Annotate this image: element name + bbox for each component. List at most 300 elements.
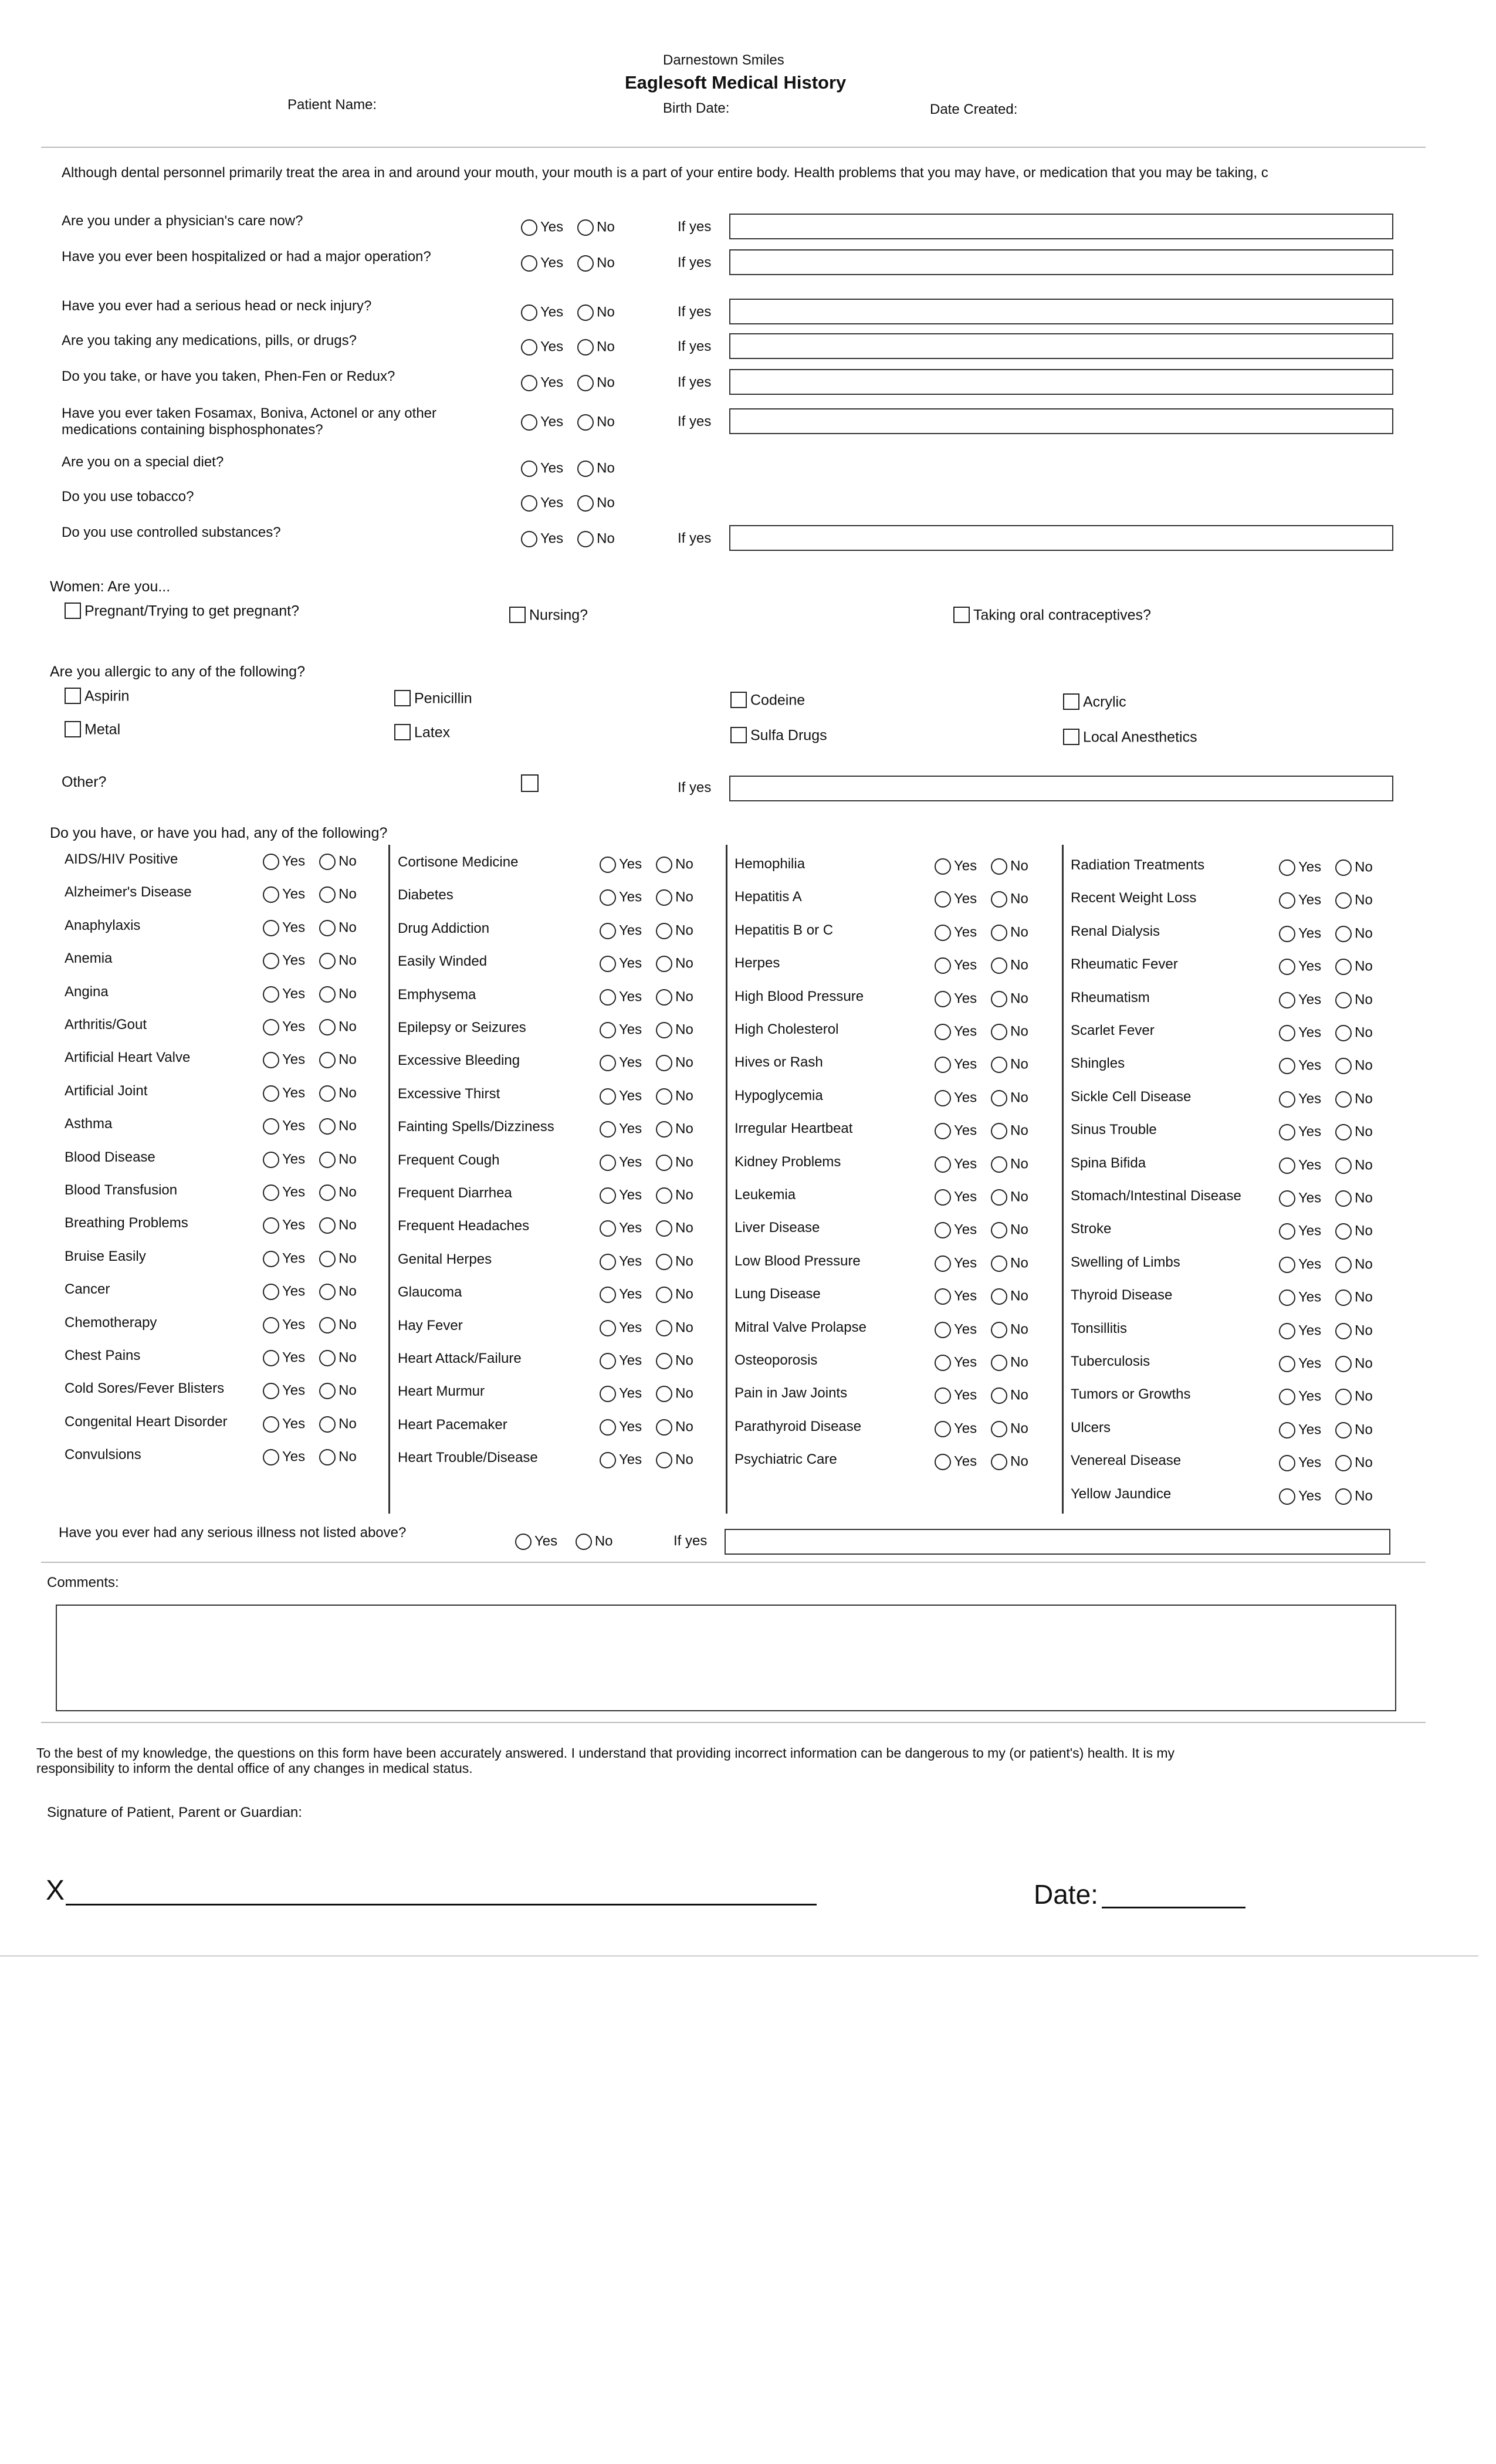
question-text: Are you on a special diet? bbox=[62, 454, 224, 470]
no-radio[interactable] bbox=[991, 891, 1007, 908]
no-radio[interactable] bbox=[656, 1386, 672, 1402]
yes-radio[interactable] bbox=[935, 1156, 951, 1173]
question-text: Have you ever taken Fosamax, Boniva, Actonel or any other bbox=[62, 405, 437, 421]
no-radio[interactable] bbox=[319, 1152, 336, 1168]
yes-label: Yes bbox=[1298, 1223, 1322, 1239]
no-radio[interactable] bbox=[319, 986, 336, 1003]
no-radio[interactable] bbox=[991, 1255, 1007, 1272]
no-radio[interactable] bbox=[991, 1288, 1007, 1305]
signature-line[interactable] bbox=[66, 1904, 817, 1905]
yes-radio[interactable] bbox=[1279, 959, 1295, 975]
no-radio[interactable] bbox=[576, 1534, 592, 1550]
if-yes-field[interactable] bbox=[729, 299, 1393, 324]
no-radio[interactable] bbox=[656, 1022, 672, 1038]
yes-label: Yes bbox=[282, 1151, 306, 1167]
yes-no-group bbox=[600, 1385, 693, 1403]
no-radio[interactable] bbox=[319, 1449, 336, 1465]
yes-radio[interactable] bbox=[263, 886, 279, 903]
yes-radio[interactable] bbox=[935, 1255, 951, 1272]
if-yes-field[interactable] bbox=[729, 333, 1393, 359]
yes-label: Yes bbox=[619, 1088, 642, 1104]
no-label: No bbox=[597, 339, 615, 355]
condition-label: Lung Disease bbox=[735, 1286, 821, 1302]
no-label: No bbox=[675, 889, 693, 905]
no-radio[interactable] bbox=[991, 1387, 1007, 1404]
yes-no-group bbox=[521, 530, 615, 548]
yes-radio[interactable] bbox=[263, 986, 279, 1003]
no-radio[interactable] bbox=[319, 1383, 336, 1399]
date-line[interactable] bbox=[1102, 1907, 1245, 1908]
yes-radio[interactable] bbox=[1279, 926, 1295, 942]
yes-radio[interactable] bbox=[521, 461, 537, 477]
checkbox[interactable] bbox=[65, 688, 81, 704]
no-label: No bbox=[675, 856, 693, 872]
no-label: No bbox=[1010, 1321, 1028, 1338]
no-radio[interactable] bbox=[991, 1355, 1007, 1371]
yes-no-group bbox=[263, 1051, 357, 1069]
yes-radio[interactable] bbox=[263, 1317, 279, 1333]
no-radio[interactable] bbox=[1335, 1488, 1352, 1505]
yes-radio[interactable] bbox=[935, 1123, 951, 1139]
yes-radio[interactable] bbox=[600, 989, 616, 1006]
no-radio[interactable] bbox=[1335, 1190, 1352, 1207]
no-radio[interactable] bbox=[991, 1322, 1007, 1338]
allergy-option bbox=[730, 691, 805, 709]
statement-text: To the best of my knowledge, the questions on this form have been accurately answered. I understand that providing incorrect information can be dangerous to my (or patient's) health. It is my bbox=[36, 1745, 1175, 1761]
no-radio[interactable] bbox=[1335, 1223, 1352, 1240]
no-radio[interactable] bbox=[991, 1189, 1007, 1206]
no-radio[interactable] bbox=[577, 375, 594, 391]
yes-radio[interactable] bbox=[1279, 1289, 1295, 1306]
allergy-option bbox=[65, 720, 120, 738]
column-divider bbox=[726, 845, 727, 1514]
yes-radio[interactable] bbox=[1279, 1190, 1295, 1207]
no-radio[interactable] bbox=[991, 991, 1007, 1007]
yes-radio[interactable] bbox=[521, 375, 537, 391]
no-radio[interactable] bbox=[577, 304, 594, 321]
yes-radio[interactable] bbox=[521, 414, 537, 431]
checkbox[interactable] bbox=[730, 727, 747, 743]
no-radio[interactable] bbox=[319, 1284, 336, 1300]
no-radio[interactable] bbox=[656, 1353, 672, 1369]
yes-no-group bbox=[935, 1287, 1028, 1305]
yes-radio[interactable] bbox=[263, 854, 279, 870]
no-radio[interactable] bbox=[577, 495, 594, 512]
no-radio[interactable] bbox=[656, 1320, 672, 1336]
yes-radio[interactable] bbox=[521, 531, 537, 547]
yes-radio[interactable] bbox=[600, 1353, 616, 1369]
yes-label: Yes bbox=[534, 1533, 558, 1549]
no-radio[interactable] bbox=[991, 858, 1007, 875]
checkbox[interactable] bbox=[394, 690, 411, 706]
no-radio[interactable] bbox=[656, 923, 672, 939]
yes-radio[interactable] bbox=[600, 1022, 616, 1038]
yes-radio[interactable] bbox=[600, 1220, 616, 1237]
comments-field[interactable] bbox=[56, 1605, 1396, 1711]
no-radio[interactable] bbox=[991, 1421, 1007, 1437]
yes-radio[interactable] bbox=[1279, 1091, 1295, 1108]
no-label: No bbox=[339, 1018, 357, 1035]
no-label: No bbox=[675, 1220, 693, 1236]
checkbox[interactable] bbox=[394, 724, 411, 740]
yes-label: Yes bbox=[540, 255, 564, 271]
no-label: No bbox=[675, 955, 693, 972]
no-label: No bbox=[1010, 858, 1028, 874]
yes-radio[interactable] bbox=[600, 923, 616, 939]
yes-radio[interactable] bbox=[600, 1254, 616, 1270]
yes-radio[interactable] bbox=[1279, 1157, 1295, 1174]
no-label: No bbox=[675, 989, 693, 1005]
no-radio[interactable] bbox=[656, 1155, 672, 1171]
no-radio[interactable] bbox=[991, 925, 1007, 941]
yes-radio[interactable] bbox=[1279, 1257, 1295, 1273]
yes-radio[interactable] bbox=[600, 1419, 616, 1436]
yes-radio[interactable] bbox=[521, 304, 537, 321]
yes-radio[interactable] bbox=[935, 1387, 951, 1404]
condition-label: Osteoporosis bbox=[735, 1352, 818, 1368]
if-yes-field[interactable] bbox=[729, 214, 1393, 239]
no-radio[interactable] bbox=[656, 1287, 672, 1303]
yes-label: Yes bbox=[282, 886, 306, 902]
checkbox[interactable] bbox=[1063, 729, 1079, 745]
yes-radio[interactable] bbox=[935, 1024, 951, 1040]
yes-radio[interactable] bbox=[600, 1088, 616, 1105]
yes-radio[interactable] bbox=[935, 1090, 951, 1106]
no-radio[interactable] bbox=[577, 414, 594, 431]
yes-no-group bbox=[935, 1221, 1028, 1239]
no-radio[interactable] bbox=[319, 1350, 336, 1366]
no-radio[interactable] bbox=[656, 1055, 672, 1071]
yes-radio[interactable] bbox=[521, 219, 537, 236]
no-label: No bbox=[597, 219, 615, 235]
condition-label: Tumors or Growths bbox=[1071, 1386, 1191, 1402]
yes-label: Yes bbox=[954, 1056, 977, 1072]
yes-no-group bbox=[263, 1282, 357, 1301]
no-radio[interactable] bbox=[656, 1452, 672, 1468]
yes-label: Yes bbox=[619, 1253, 642, 1270]
no-label: No bbox=[675, 1088, 693, 1104]
yes-no-group bbox=[263, 985, 357, 1003]
if-yes-label: If yes bbox=[678, 219, 712, 235]
no-radio[interactable] bbox=[319, 1217, 336, 1234]
yes-radio[interactable] bbox=[521, 495, 537, 512]
yes-radio[interactable] bbox=[600, 889, 616, 906]
yes-radio[interactable] bbox=[263, 1118, 279, 1135]
yes-label: Yes bbox=[1298, 859, 1322, 875]
no-label: No bbox=[675, 1154, 693, 1170]
yes-radio[interactable] bbox=[600, 1452, 616, 1468]
condition-label: Frequent Cough bbox=[398, 1152, 500, 1168]
question-text: Are you taking any medications, pills, or drugs? bbox=[62, 333, 357, 348]
yes-label: Yes bbox=[282, 1316, 306, 1333]
no-label: No bbox=[339, 1151, 357, 1167]
no-radio[interactable] bbox=[319, 1052, 336, 1068]
condition-label: Breathing Problems bbox=[65, 1215, 188, 1231]
yes-no-group bbox=[263, 1216, 357, 1234]
yes-radio[interactable] bbox=[600, 1187, 616, 1204]
serious-illness-field[interactable] bbox=[725, 1529, 1390, 1555]
no-radio[interactable] bbox=[1335, 1323, 1352, 1339]
other-if-yes-label: If yes bbox=[678, 780, 712, 796]
yes-radio[interactable] bbox=[263, 1184, 279, 1201]
yes-radio[interactable] bbox=[1279, 1356, 1295, 1372]
question-text: Do you use controlled substances? bbox=[62, 524, 281, 540]
no-radio[interactable] bbox=[1335, 1091, 1352, 1108]
yes-radio[interactable] bbox=[935, 1322, 951, 1338]
no-radio[interactable] bbox=[991, 1024, 1007, 1040]
no-radio[interactable] bbox=[319, 1317, 336, 1333]
no-label: No bbox=[1010, 1288, 1028, 1304]
no-label: No bbox=[339, 1250, 357, 1267]
no-label: No bbox=[339, 952, 357, 969]
no-label: No bbox=[675, 1121, 693, 1137]
yes-radio[interactable] bbox=[935, 1421, 951, 1437]
no-radio[interactable] bbox=[577, 219, 594, 236]
no-label: No bbox=[339, 1085, 357, 1101]
condition-label: Excessive Bleeding bbox=[398, 1052, 520, 1068]
yes-radio[interactable] bbox=[600, 1320, 616, 1336]
yes-no-group bbox=[263, 919, 357, 937]
no-radio[interactable] bbox=[319, 1251, 336, 1267]
yes-no-group bbox=[600, 888, 693, 906]
no-label: No bbox=[339, 1283, 357, 1299]
no-label: No bbox=[594, 1533, 613, 1549]
yes-label: Yes bbox=[954, 957, 977, 973]
no-label: No bbox=[1355, 1421, 1373, 1438]
yes-radio[interactable] bbox=[263, 1416, 279, 1433]
yes-radio[interactable] bbox=[935, 991, 951, 1007]
no-radio[interactable] bbox=[319, 1085, 336, 1102]
checkbox[interactable] bbox=[509, 607, 526, 623]
condition-label: Excessive Thirst bbox=[398, 1086, 500, 1102]
yes-label: Yes bbox=[954, 1255, 977, 1271]
yes-radio[interactable] bbox=[515, 1534, 532, 1550]
no-radio[interactable] bbox=[656, 956, 672, 972]
yes-radio[interactable] bbox=[263, 1019, 279, 1035]
yes-radio[interactable] bbox=[263, 1383, 279, 1399]
no-radio[interactable] bbox=[1335, 859, 1352, 876]
yes-no-group bbox=[1279, 1487, 1373, 1505]
no-radio[interactable] bbox=[991, 1454, 1007, 1470]
no-radio[interactable] bbox=[1335, 926, 1352, 942]
condition-label: Glaucoma bbox=[398, 1284, 462, 1300]
condition-label: Mitral Valve Prolapse bbox=[735, 1319, 867, 1335]
checkbox[interactable] bbox=[65, 721, 81, 737]
question-text-line-2: medications containing bisphosphonates? bbox=[62, 422, 323, 438]
no-radio[interactable] bbox=[1335, 1124, 1352, 1140]
yes-radio[interactable] bbox=[1279, 1058, 1295, 1074]
no-radio[interactable] bbox=[1335, 892, 1352, 909]
yes-radio[interactable] bbox=[935, 1355, 951, 1371]
yes-radio[interactable] bbox=[1279, 1223, 1295, 1240]
checkbox[interactable] bbox=[953, 607, 970, 623]
condition-label: Pain in Jaw Joints bbox=[735, 1385, 848, 1401]
no-radio[interactable] bbox=[319, 953, 336, 969]
yes-radio[interactable] bbox=[935, 1057, 951, 1073]
column-divider bbox=[388, 845, 390, 1514]
patient-name-label: Patient Name: bbox=[287, 97, 377, 113]
checkbox[interactable] bbox=[1063, 693, 1079, 710]
no-radio[interactable] bbox=[1335, 1257, 1352, 1273]
condition-label: Convulsions bbox=[65, 1447, 141, 1463]
yes-radio[interactable] bbox=[1279, 1025, 1295, 1041]
yes-radio[interactable] bbox=[263, 1217, 279, 1234]
divider bbox=[41, 1722, 1426, 1723]
yes-radio[interactable] bbox=[935, 1222, 951, 1238]
no-radio[interactable] bbox=[319, 886, 336, 903]
no-label: No bbox=[1355, 991, 1373, 1008]
yes-radio[interactable] bbox=[1279, 1422, 1295, 1439]
women-option bbox=[65, 601, 299, 620]
no-radio[interactable] bbox=[1335, 959, 1352, 975]
yes-radio[interactable] bbox=[263, 1284, 279, 1300]
option-label: Acrylic bbox=[1083, 693, 1126, 710]
no-radio[interactable] bbox=[1335, 1289, 1352, 1306]
no-radio[interactable] bbox=[656, 989, 672, 1006]
no-radio[interactable] bbox=[1335, 1025, 1352, 1041]
yes-radio[interactable] bbox=[600, 1287, 616, 1303]
no-radio[interactable] bbox=[1335, 1389, 1352, 1405]
yes-radio[interactable] bbox=[600, 1055, 616, 1071]
column-divider bbox=[1062, 845, 1064, 1514]
no-radio[interactable] bbox=[656, 1254, 672, 1270]
yes-radio[interactable] bbox=[935, 1454, 951, 1470]
no-radio[interactable] bbox=[319, 1184, 336, 1201]
yes-no-group bbox=[600, 1352, 693, 1370]
yes-radio[interactable] bbox=[935, 1189, 951, 1206]
no-radio[interactable] bbox=[1335, 1455, 1352, 1471]
checkbox[interactable] bbox=[65, 603, 81, 619]
yes-radio[interactable] bbox=[600, 857, 616, 873]
condition-label: Heart Pacemaker bbox=[398, 1417, 507, 1433]
if-yes-field[interactable] bbox=[729, 408, 1393, 434]
yes-radio[interactable] bbox=[1279, 992, 1295, 1008]
no-radio[interactable] bbox=[1335, 1058, 1352, 1074]
if-yes-label: If yes bbox=[678, 339, 712, 354]
option-label: Codeine bbox=[750, 692, 805, 709]
no-radio[interactable] bbox=[656, 1187, 672, 1204]
yes-radio[interactable] bbox=[263, 1350, 279, 1366]
yes-no-group bbox=[600, 1253, 693, 1271]
no-radio[interactable] bbox=[577, 255, 594, 272]
yes-no-group bbox=[263, 1415, 357, 1433]
yes-no-group bbox=[1279, 1156, 1373, 1175]
yes-radio[interactable] bbox=[935, 1288, 951, 1305]
no-radio[interactable] bbox=[319, 1416, 336, 1433]
yes-radio[interactable] bbox=[263, 1052, 279, 1068]
allergy-option bbox=[394, 723, 450, 741]
yes-no-group bbox=[1279, 925, 1373, 943]
yes-radio[interactable] bbox=[600, 956, 616, 972]
yes-radio[interactable] bbox=[1279, 1323, 1295, 1339]
no-radio[interactable] bbox=[656, 1419, 672, 1436]
yes-radio[interactable] bbox=[263, 1449, 279, 1465]
no-radio[interactable] bbox=[319, 1019, 336, 1035]
yes-radio[interactable] bbox=[1279, 1488, 1295, 1505]
yes-radio[interactable] bbox=[1279, 1124, 1295, 1140]
yes-radio[interactable] bbox=[263, 953, 279, 969]
yes-label: Yes bbox=[540, 374, 564, 391]
yes-radio[interactable] bbox=[263, 920, 279, 936]
no-radio[interactable] bbox=[577, 461, 594, 477]
if-yes-field[interactable] bbox=[729, 249, 1393, 275]
no-radio[interactable] bbox=[656, 1121, 672, 1138]
yes-no-group bbox=[521, 374, 615, 392]
yes-radio[interactable] bbox=[600, 1155, 616, 1171]
yes-radio[interactable] bbox=[600, 1386, 616, 1402]
yes-radio[interactable] bbox=[935, 891, 951, 908]
checkbox[interactable] bbox=[730, 692, 747, 708]
no-label: No bbox=[1010, 1221, 1028, 1238]
option-label: Sulfa Drugs bbox=[750, 727, 827, 744]
no-radio[interactable] bbox=[656, 857, 672, 873]
no-radio[interactable] bbox=[1335, 992, 1352, 1008]
no-label: No bbox=[675, 1319, 693, 1336]
no-radio[interactable] bbox=[319, 1118, 336, 1135]
yes-label: Yes bbox=[619, 922, 642, 939]
yes-radio[interactable] bbox=[1279, 859, 1295, 876]
if-yes-field[interactable] bbox=[729, 525, 1393, 551]
yes-label: Yes bbox=[954, 1221, 977, 1238]
yes-radio[interactable] bbox=[521, 339, 537, 356]
yes-label: Yes bbox=[619, 1385, 642, 1402]
no-radio[interactable] bbox=[319, 854, 336, 870]
allergy-option bbox=[1063, 692, 1126, 710]
condition-label: Stomach/Intestinal Disease bbox=[1071, 1188, 1241, 1204]
yes-radio[interactable] bbox=[935, 957, 951, 974]
no-radio[interactable] bbox=[1335, 1422, 1352, 1439]
yes-no-group bbox=[1279, 1255, 1373, 1274]
yes-radio[interactable] bbox=[935, 858, 951, 875]
if-yes-field[interactable] bbox=[729, 369, 1393, 395]
no-label: No bbox=[1010, 1056, 1028, 1072]
no-radio[interactable] bbox=[1335, 1356, 1352, 1372]
condition-label: Psychiatric Care bbox=[735, 1451, 837, 1467]
no-radio[interactable] bbox=[991, 1057, 1007, 1073]
yes-no-group bbox=[935, 1122, 1028, 1140]
no-radio[interactable] bbox=[656, 889, 672, 906]
yes-radio[interactable] bbox=[600, 1121, 616, 1138]
intro-text: Although dental personnel primarily treat the area in and around your mouth, your mouth is a part of your entire body. Health problems that you may have, or medication that you may be taking, c bbox=[62, 165, 1268, 181]
no-radio[interactable] bbox=[577, 339, 594, 356]
other-allergy-checkbox[interactable] bbox=[521, 774, 539, 792]
no-radio[interactable] bbox=[991, 1090, 1007, 1106]
option-label: Taking oral contraceptives? bbox=[973, 607, 1151, 624]
yes-radio[interactable] bbox=[263, 1085, 279, 1102]
yes-radio[interactable] bbox=[935, 925, 951, 941]
no-radio[interactable] bbox=[319, 920, 336, 936]
no-radio[interactable] bbox=[1335, 1157, 1352, 1174]
yes-radio[interactable] bbox=[1279, 1455, 1295, 1471]
no-radio[interactable] bbox=[991, 1222, 1007, 1238]
yes-radio[interactable] bbox=[263, 1251, 279, 1267]
yes-radio[interactable] bbox=[1279, 892, 1295, 909]
option-label: Nursing? bbox=[529, 607, 588, 624]
no-radio[interactable] bbox=[656, 1088, 672, 1105]
yes-no-group bbox=[1279, 957, 1373, 976]
yes-label: Yes bbox=[619, 955, 642, 972]
no-radio[interactable] bbox=[577, 531, 594, 547]
yes-label: Yes bbox=[954, 1420, 977, 1437]
other-allergy-field[interactable] bbox=[729, 776, 1393, 801]
no-radio[interactable] bbox=[991, 957, 1007, 974]
no-radio[interactable] bbox=[991, 1123, 1007, 1139]
yes-radio[interactable] bbox=[263, 1152, 279, 1168]
yes-radio[interactable] bbox=[1279, 1389, 1295, 1405]
yes-radio[interactable] bbox=[521, 255, 537, 272]
no-radio[interactable] bbox=[991, 1156, 1007, 1173]
no-radio[interactable] bbox=[656, 1220, 672, 1237]
